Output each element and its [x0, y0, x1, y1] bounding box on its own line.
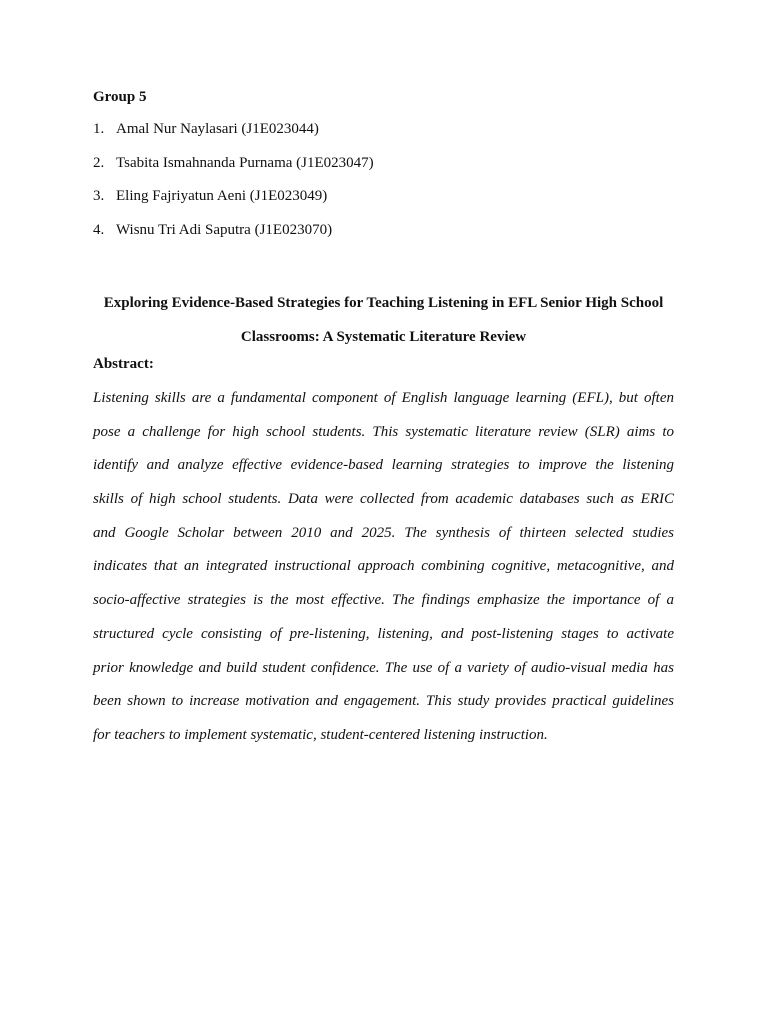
abstract-line: identify and analyze effective evidence-based learning strategies to improve the listening: [93, 457, 674, 474]
abstract-line: for teachers to implement systematic, student-centered listening instruction.: [93, 726, 548, 743]
paper-title-line: Exploring Evidence-Based Strategies for Teaching Listening in EFL Senior High School: [103, 295, 664, 311]
paper-title: [93, 286, 674, 354]
paper-title-line: Classrooms: A Systematic Literature Review: [240, 329, 527, 345]
abstract-line: Listening skills are a fundamental component of English language learning (EFL), but often: [93, 390, 674, 406]
group-title: Group 5: [93, 89, 147, 105]
abstract-line: indicates that an integrated instructional approach combining cognitive, metacognitive, and: [93, 558, 674, 575]
member-item: [93, 153, 374, 187]
member-item: [93, 220, 374, 254]
abstract-line: structured cycle consisting of pre-listening, listening, and post-listening stages to activate: [93, 625, 674, 642]
abstract-line: socio-affective strategies is the most effective. The findings emphasize the importance of a: [93, 592, 674, 609]
member-name: Tsabita Ismahnanda Purnama (J1E023047): [116, 154, 374, 171]
abstract-line: skills of high school students. Data were collected from academic databases such as ERIC: [93, 491, 674, 508]
member-list: [93, 119, 374, 254]
member-item: [93, 186, 374, 220]
abstract-line: pose a challenge for high school students. This systematic literature review (SLR) aims to: [93, 423, 674, 440]
member-name: Wisnu Tri Adi Saputra (J1E023070): [116, 222, 333, 239]
member-number: 4.: [93, 222, 105, 239]
abstract-body: [93, 381, 674, 752]
member-number: 3.: [93, 188, 105, 205]
member-number: 1.: [93, 121, 105, 137]
abstract-line: prior knowledge and build student confidence. The use of a variety of audio-visual media has: [93, 659, 674, 676]
member-name: Eling Fajriyatun Aeni (J1E023049): [116, 188, 328, 205]
abstract-line: and Google Scholar between 2010 and 2025. The synthesis of thirteen selected studies: [93, 524, 674, 541]
member-item: [93, 119, 374, 153]
abstract-heading: Abstract:: [93, 356, 154, 372]
member-name: Amal Nur Naylasari (J1E023044): [116, 121, 319, 137]
abstract-line: been shown to increase motivation and engagement. This study provides practical guidelines: [93, 693, 674, 710]
member-number: 2.: [93, 154, 105, 171]
